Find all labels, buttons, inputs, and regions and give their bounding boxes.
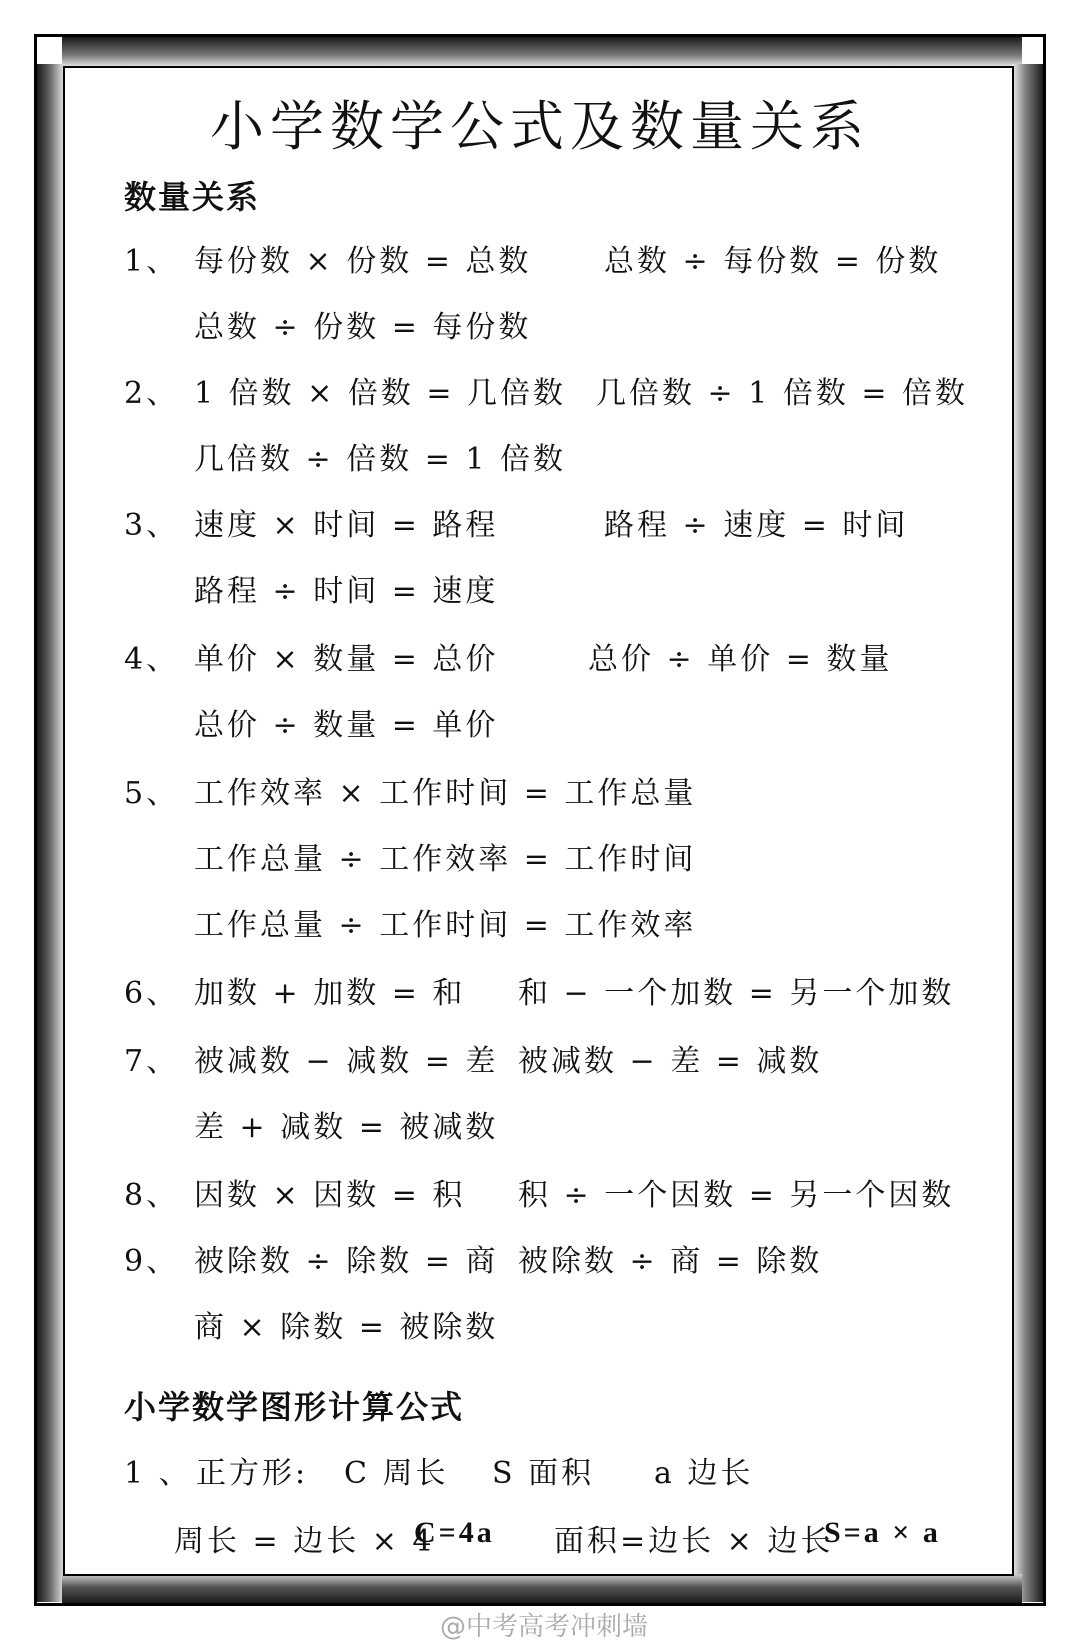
watermark: @中考高考冲刺墙 bbox=[440, 1612, 649, 1642]
formula-7b: 被减数 − 差 = 减数 bbox=[518, 1044, 823, 1079]
formula-2c: 几倍数 ÷ 倍数 = 1 倍数 bbox=[194, 442, 567, 477]
frame-bevel-top bbox=[62, 37, 1022, 67]
formula-7c: 差 + 减数 = 被减数 bbox=[194, 1110, 499, 1145]
square-perimeter-formula: C=4a bbox=[414, 1516, 495, 1549]
formula-1b: 总数 ÷ 每份数 = 份数 bbox=[604, 244, 942, 279]
item-number-9: 9、 bbox=[124, 1244, 180, 1279]
square-area-text: 面积=边长 × 边长 bbox=[554, 1524, 834, 1559]
page-title: 小学数学公式及数量关系 bbox=[210, 95, 870, 158]
item-number-4: 4、 bbox=[124, 642, 180, 677]
formula-2b: 几倍数 ÷ 1 倍数 = 倍数 bbox=[596, 376, 969, 411]
formula-9b: 被除数 ÷ 商 = 除数 bbox=[518, 1244, 823, 1279]
shape-item-number-1: 1 、 bbox=[124, 1456, 192, 1491]
item-number-6: 6、 bbox=[124, 976, 180, 1011]
symbol-s-area: S 面积 bbox=[492, 1456, 595, 1491]
formula-4a: 单价 × 数量 = 总价 bbox=[194, 642, 499, 677]
symbol-a-side: a 边长 bbox=[654, 1456, 754, 1491]
frame-bevel-bottom bbox=[62, 1574, 1022, 1603]
formula-6a: 加数 + 加数 = 和 bbox=[194, 976, 466, 1011]
formula-3a: 速度 × 时间 = 路程 bbox=[194, 508, 499, 543]
formula-5b: 工作总量 ÷ 工作效率 = 工作时间 bbox=[194, 842, 697, 877]
item-number-7: 7、 bbox=[124, 1044, 180, 1079]
formula-7a: 被减数 − 减数 = 差 bbox=[194, 1044, 499, 1079]
item-number-1: 1、 bbox=[124, 244, 180, 279]
formula-1a: 每份数 × 份数 = 总数 bbox=[194, 244, 532, 279]
item-number-8: 8、 bbox=[124, 1178, 180, 1213]
frame-bevel-left bbox=[37, 64, 63, 1602]
formula-3b: 路程 ÷ 速度 = 时间 bbox=[604, 508, 909, 543]
formula-2a: 1 倍数 × 倍数 = 几倍数 bbox=[194, 376, 567, 411]
item-number-2: 2、 bbox=[124, 376, 180, 411]
section-heading-shapes: 小学数学图形计算公式 bbox=[124, 1388, 465, 1426]
frame-bevel-right bbox=[1012, 64, 1043, 1602]
shape-name-square: 正方形: bbox=[196, 1456, 309, 1491]
formula-6b: 和 − 一个加数 = 另一个加数 bbox=[518, 976, 955, 1011]
formula-9c: 商 × 除数 = 被除数 bbox=[194, 1310, 499, 1345]
formula-1c: 总数 ÷ 份数 = 每份数 bbox=[194, 310, 532, 345]
formula-5a: 工作效率 × 工作时间 = 工作总量 bbox=[194, 776, 697, 811]
item-number-3: 3、 bbox=[124, 508, 180, 543]
square-perimeter-text: 周长 = 边长 × 4 bbox=[174, 1524, 435, 1559]
paper-panel bbox=[63, 66, 1014, 1576]
formula-4b: 总价 ÷ 单价 = 数量 bbox=[588, 642, 893, 677]
formula-8a: 因数 × 因数 = 积 bbox=[194, 1178, 466, 1213]
item-number-5: 5、 bbox=[124, 776, 180, 811]
formula-8b: 积 ÷ 一个因数 = 另一个因数 bbox=[518, 1178, 955, 1213]
formula-3c: 路程 ÷ 时间 = 速度 bbox=[194, 574, 499, 609]
formula-4c: 总价 ÷ 数量 = 单价 bbox=[194, 708, 499, 743]
formula-9a: 被除数 ÷ 除数 = 商 bbox=[194, 1244, 499, 1279]
formula-5c: 工作总量 ÷ 工作时间 = 工作效率 bbox=[194, 908, 697, 943]
section-heading-relations: 数量关系 bbox=[124, 178, 261, 216]
square-area-formula: S=a × a bbox=[824, 1516, 941, 1549]
symbol-c-perimeter: C 周长 bbox=[344, 1456, 449, 1491]
